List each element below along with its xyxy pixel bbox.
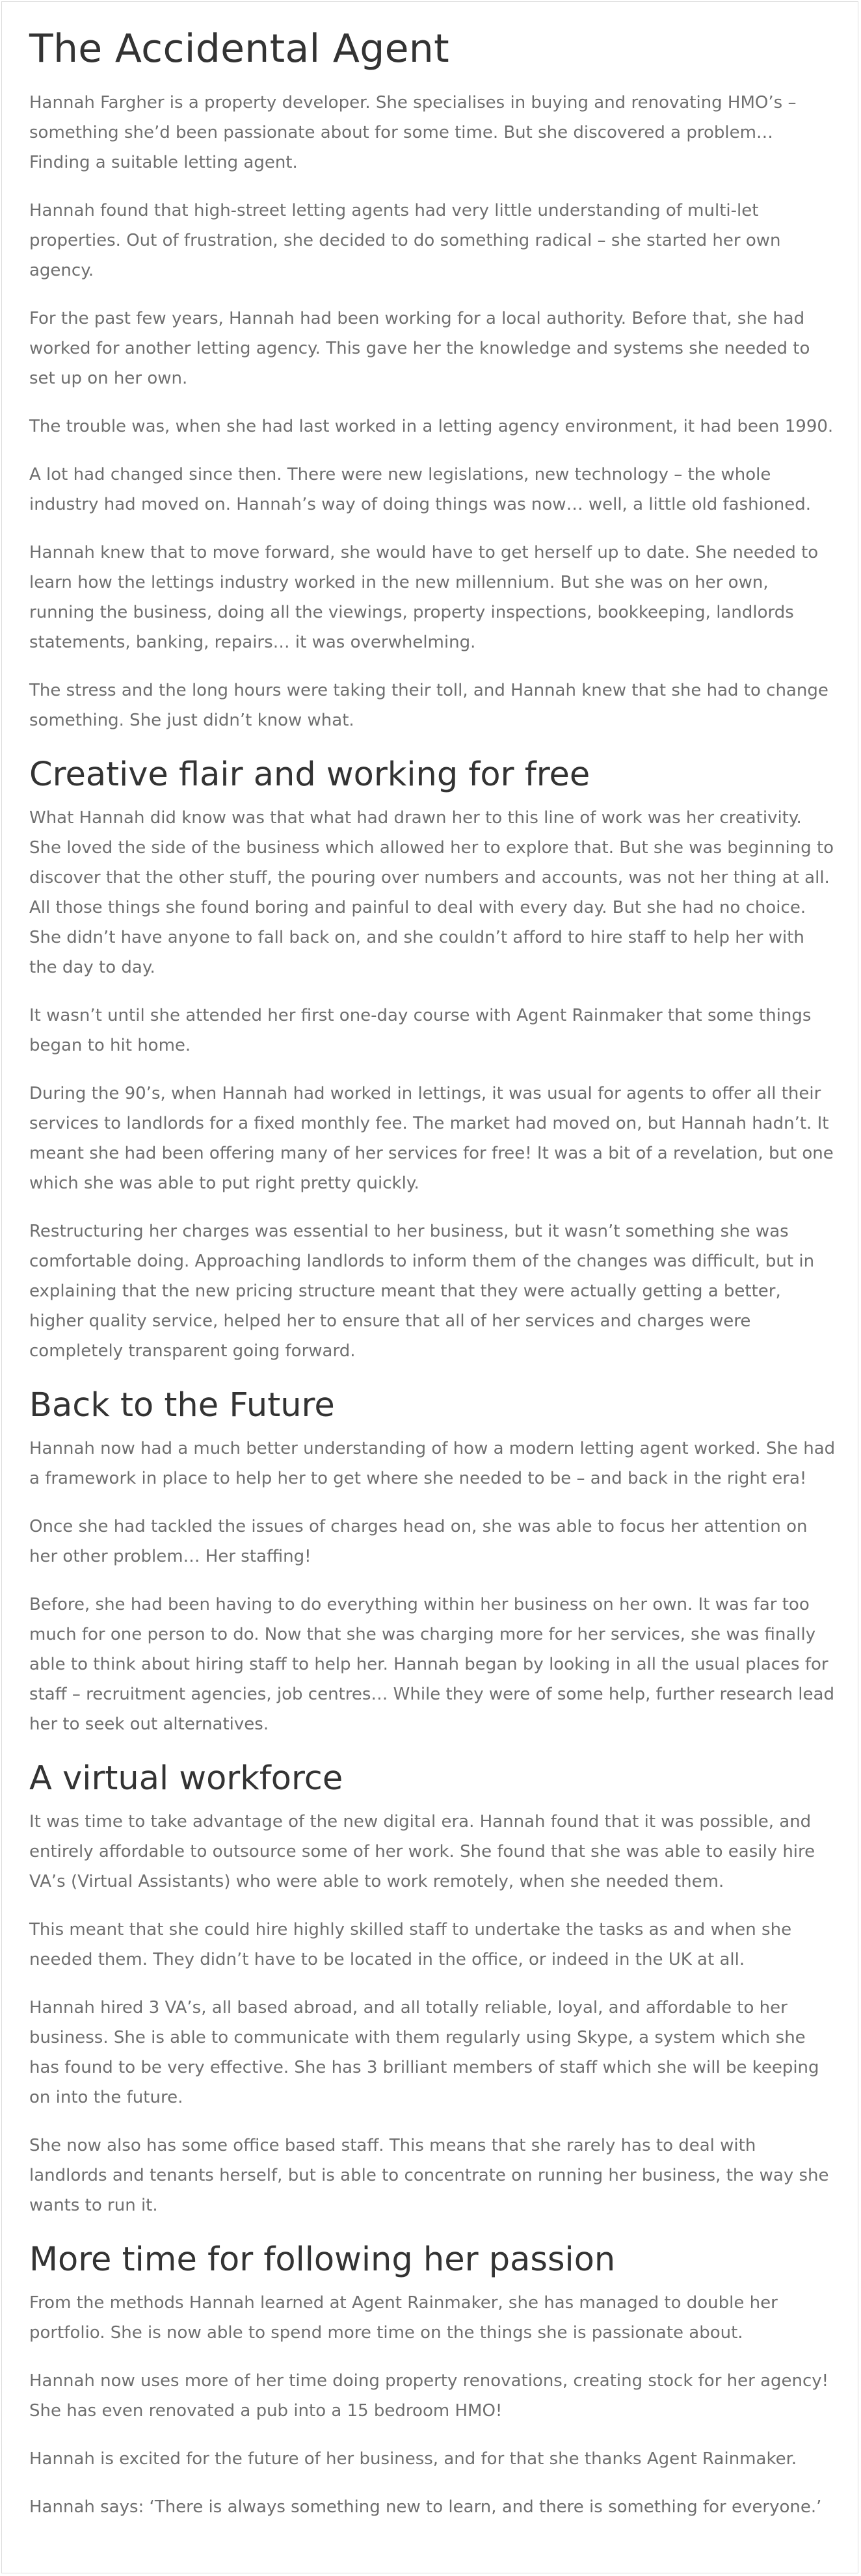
intro-paragraph: Hannah found that high-street letting agents had very little understanding of multi-let properties. Out of frustration, she decided to do something radical – she started her own agency.: [29, 201, 781, 280]
intro-paragraph: Hannah Fargher is a property developer. She specialises in buying and renovating HMO’s – something she’d been passionate about for some time. But she discovered a problem… Finding a suitable letting agent.: [29, 93, 797, 172]
article-title: The Accidental Agent: [29, 26, 449, 72]
section-paragraph: Restructuring her charges was essential to her business, but it wasn’t something she was comfortable doing. Approaching landlords to inform them of the changes was difficult, but in explaining that the new pricing structure meant that they were actually getting a better, higher quality service, helped her to ensure that all of her services and charges were completely transparent going forward.: [29, 1222, 815, 1361]
article-page: [1, 1, 858, 2573]
intro-paragraph: For the past few years, Hannah had been working for a local authority. Before that, she had worked for another letting agency. This gave her the knowledge and systems she needed to set up on her own.: [29, 309, 810, 388]
section-paragraph: This meant that she could hire highly skilled staff to undertake the tasks as and when she needed them. They didn’t have to be located in the office, or indeed in the UK at all.: [29, 1920, 792, 1969]
intro-paragraph: The trouble was, when she had last worked in a letting agency environment, it had been 1990.: [29, 417, 834, 436]
section-heading-more-time: More time for following her passion: [29, 2241, 616, 2279]
section-heading-back-to-the-future: Back to the Future: [29, 1386, 335, 1425]
section-paragraph: Hannah now uses more of her time doing property renovations, creating stock for her agency! She has even renovated a pub into a 15 bedroom HMO!: [29, 2371, 829, 2421]
section-paragraph: Hannah is excited for the future of her business, and for that she thanks Agent Rainmaker.: [29, 2449, 797, 2469]
section-paragraph: Once she had tackled the issues of charges head on, she was able to focus her attention on her other problem… Her staffing!: [29, 1517, 808, 1566]
section-heading-creative-flair: Creative flair and working for free: [29, 756, 590, 794]
intro-paragraph: A lot had changed since then. There were new legislations, new technology – the whole industry had moved on. Hannah’s way of doing things was now… well, a little old fashioned.: [29, 465, 811, 514]
section-paragraph: Hannah says: ‘There is always something new to learn, and there is something for everyone.’: [29, 2497, 822, 2517]
section-paragraph: She now also has some office based staff. This means that she rarely has to deal with landlords and tenants herself, but is able to concentrate on running her business, the way she wants to run it.: [29, 2136, 829, 2215]
section-paragraph: Before, she had been having to do everything within her business on her own. It was far too much for one person to do. Now that she was charging more for her services, she was finally able to think about hiring staff to help her. Hannah began by looking in all the usual places for staff – recruitment agencies, job centres… While they were of some help, further research lead her to seek out alternatives.: [29, 1595, 834, 1734]
section-paragraph: It wasn’t until she attended her first one-day course with Agent Rainmaker that some things began to hit home.: [29, 1006, 812, 1055]
intro-paragraph: The stress and the long hours were taking their toll, and Hannah knew that she had to change something. She just didn’t know what.: [29, 681, 828, 730]
section-paragraph: What Hannah did know was that what had drawn her to this line of work was her creativity. She loved the side of the business which allowed her to explore that. But she was beginning to discover that the other stuff, the pouring over numbers and accounts, was not her thing at all. All those things she found boring and painful to deal with every day. But she had no choice. She didn’t have anyone to fall back on, and she couldn’t afford to hire staff to help her with the day to day.: [29, 808, 834, 977]
section-paragraph: Hannah hired 3 VA’s, all based abroad, and all totally reliable, loyal, and affordable to her business. She is able to communicate with them regularly using Skype, a system which she has found to be very effective. She has 3 brilliant members of staff which she will be keeping on into the future.: [29, 1998, 819, 2107]
section-paragraph: It was time to take advantage of the new digital era. Hannah found that it was possible, and entirely affordable to outsource some of her work. She found that she was able to easily hire VA’s (Virtual Assistants) who were able to work remotely, when she needed them.: [29, 1812, 815, 1891]
section-paragraph: During the 90’s, when Hannah had worked in lettings, it was usual for agents to offer all their services to landlords for a fixed monthly fee. The market had moved on, but Hannah hadn’t. It meant she had been offering many of her services for free! It was a bit of a revelation, but one which she was able to put right pretty quickly.: [29, 1084, 834, 1193]
section-heading-virtual-workforce: A virtual workforce: [29, 1759, 343, 1798]
intro-paragraph: Hannah knew that to move forward, she would have to get herself up to date. She needed to learn how the lettings industry worked in the new millennium. But she was on her own, running the business, doing all the viewings, property inspections, bookkeeping, landlords statements, banking, repairs… it was overwhelming.: [29, 543, 819, 652]
article-content: [29, 21, 836, 2540]
section-paragraph: From the methods Hannah learned at Agent Rainmaker, she has managed to double her portfolio. She is now able to spend more time on the things she is passionate about.: [29, 2293, 778, 2343]
section-paragraph: Hannah now had a much better understanding of how a modern letting agent worked. She had a framework in place to help her to get where she needed to be – and back in the right era!: [29, 1439, 836, 1488]
